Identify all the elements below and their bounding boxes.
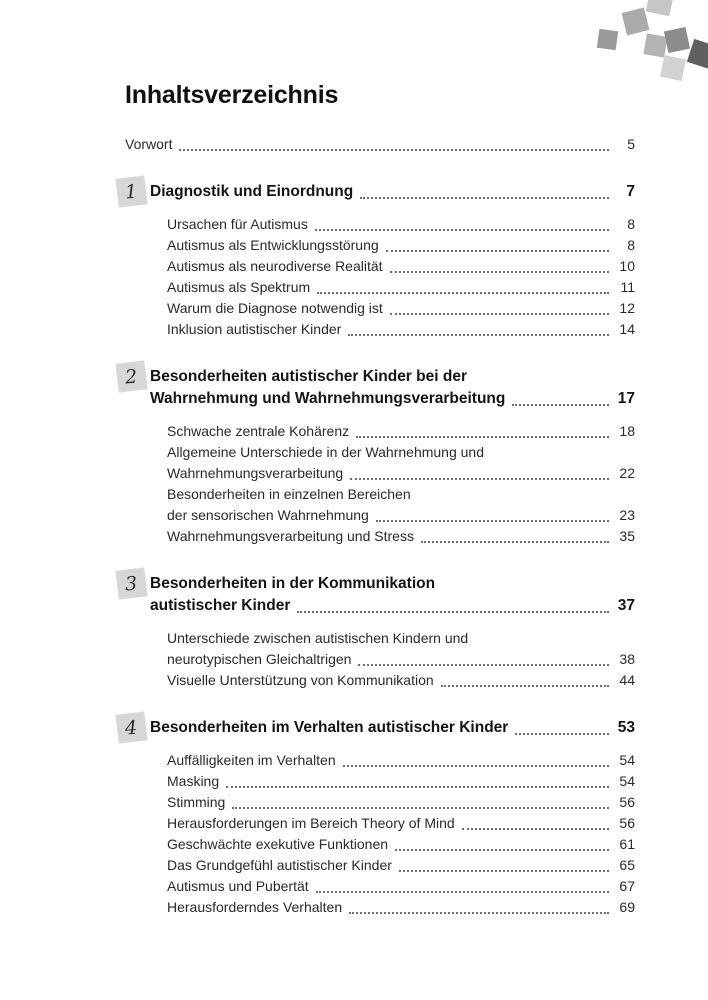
toc-content <box>125 0 635 918</box>
dotted-leader <box>360 197 609 199</box>
toc-entry-title: Autismus als neurodiverse Realität <box>167 258 383 274</box>
dotted-leader <box>232 807 609 809</box>
dotted-leader <box>515 733 609 735</box>
toc-entry-title: Visuelle Unterstützung von Kommunikation <box>167 672 434 688</box>
toc-entry-page-number: 10 <box>619 258 635 274</box>
dotted-leader <box>349 912 609 914</box>
toc-entry-page-number: 23 <box>619 507 635 523</box>
decor-square <box>643 33 667 57</box>
toc-entry-title: Herausforderndes Verhalten <box>167 899 343 915</box>
section-page-number: 17 <box>617 390 635 407</box>
section-items <box>150 750 635 918</box>
section-page-number: 37 <box>617 597 635 614</box>
dotted-leader <box>376 520 609 522</box>
dotted-leader <box>390 313 609 315</box>
toc-entry <box>167 526 635 547</box>
toc-entry <box>167 649 635 670</box>
toc-entry-vorwort <box>125 134 635 155</box>
section-title: Wahrnehmung und Wahrnehmungsverarbeitung <box>150 390 506 407</box>
toc-entry <box>167 505 635 526</box>
toc-entry-page-number: 12 <box>619 300 635 316</box>
toc-entry <box>167 235 635 256</box>
dotted-leader <box>356 436 609 438</box>
toc-entry <box>167 876 635 897</box>
section-heading-row <box>150 717 635 739</box>
toc-entry-title: Wahrnehmungsverarbeitung <box>167 465 344 481</box>
dotted-leader <box>441 685 609 687</box>
toc-entry-title: Besonderheiten in einzelnen Bereichen <box>167 486 411 502</box>
toc-section <box>125 573 635 691</box>
section-number-badge <box>115 360 147 392</box>
dotted-leader <box>317 292 609 294</box>
toc-sections <box>125 181 635 918</box>
section-heading <box>150 366 635 410</box>
section-number-badge <box>115 175 147 207</box>
toc-entry <box>167 628 635 649</box>
toc-entry-title: Warum die Diagnose notwendig ist <box>167 300 383 316</box>
toc-entry-page-number: 44 <box>619 672 635 688</box>
decor-square <box>664 27 690 53</box>
section-heading-row <box>150 573 635 595</box>
section-items <box>150 214 635 340</box>
toc-entry-page-number: 18 <box>619 423 635 439</box>
section-heading-row <box>150 366 635 388</box>
toc-entry-page-number: 14 <box>619 321 635 337</box>
section-heading-row <box>150 388 635 410</box>
toc-entry-title: Herausforderungen im Bereich Theory of Mind <box>167 815 455 831</box>
toc-entry-page-number: 67 <box>619 878 635 894</box>
section-title: Besonderheiten in der Kommunikation <box>150 575 436 592</box>
dotted-leader <box>179 149 609 151</box>
toc-entry-page-number: 35 <box>619 528 635 544</box>
section-title: Besonderheiten im Verhalten autistischer Kinder <box>150 719 509 736</box>
toc-entry-page-number: 22 <box>619 465 635 481</box>
dotted-leader <box>386 250 609 252</box>
toc-entry-title: Masking <box>167 773 220 789</box>
section-items <box>150 628 635 691</box>
toc-entry-page-number: 11 <box>620 279 635 295</box>
toc-entry-title: Das Grundgefühl autistischer Kinder <box>167 857 392 873</box>
toc-entry-title: Autismus als Entwicklungsstörung <box>167 237 379 253</box>
toc-entry <box>167 256 635 277</box>
section-title: Diagnostik und Einordnung <box>150 183 354 200</box>
section-heading <box>150 573 635 617</box>
toc-entry <box>167 771 635 792</box>
toc-entry <box>167 750 635 771</box>
toc-entry <box>167 897 635 918</box>
toc-entry <box>167 319 635 340</box>
section-number-badge <box>115 711 147 743</box>
dotted-leader <box>358 664 609 666</box>
toc-entry-page-number: 69 <box>619 899 635 915</box>
toc-entry-title: Unterschiede zwischen autistischen Kindern und <box>167 630 469 646</box>
toc-entry-page-number: 65 <box>619 857 635 873</box>
toc-entry <box>167 463 635 484</box>
toc-entry-page-number: 54 <box>619 773 635 789</box>
toc-entry <box>167 855 635 876</box>
toc-entry-title: Schwache zentrale Kohärenz <box>167 423 350 439</box>
dotted-leader <box>226 786 609 788</box>
dotted-leader <box>395 849 609 851</box>
toc-entry <box>167 214 635 235</box>
toc-entry <box>167 484 635 505</box>
dotted-leader <box>350 478 609 480</box>
toc-entry-title: Vorwort <box>125 136 173 152</box>
toc-entry <box>167 792 635 813</box>
section-page-number: 53 <box>617 719 635 736</box>
toc-entry <box>167 277 635 298</box>
toc-entry-title: Inklusion autistischer Kinder <box>167 321 342 337</box>
dotted-leader <box>462 828 609 830</box>
toc-entry-title: Wahrnehmungsverarbeitung und Stress <box>167 528 414 544</box>
section-page-number: 7 <box>626 183 635 200</box>
toc-entry <box>167 834 635 855</box>
section-number-badge <box>115 567 147 599</box>
page-title: Inhaltsverzeichnis <box>125 81 339 109</box>
toc-entry-title: Autismus und Pubertät <box>167 878 309 894</box>
toc-entry <box>167 442 635 463</box>
toc-entry-title: der sensorischen Wahrnehmung <box>167 507 369 523</box>
decor-square <box>660 55 686 81</box>
dotted-leader <box>421 541 609 543</box>
toc-entry-page-number: 56 <box>619 815 635 831</box>
toc-entry-page-number: 8 <box>627 216 635 232</box>
toc-entry <box>167 421 635 442</box>
decor-square <box>687 39 708 69</box>
section-items <box>150 421 635 547</box>
section-heading <box>150 181 635 203</box>
toc-entry-title: Autismus als Spektrum <box>167 279 311 295</box>
section-title: autistischer Kinder <box>150 597 291 614</box>
toc-entry <box>167 298 635 319</box>
toc-entry-title: Stimming <box>167 794 226 810</box>
section-number: 2 <box>124 365 139 388</box>
toc-entry <box>167 670 635 691</box>
toc-entry-title: Auffälligkeiten im Verhalten <box>167 752 336 768</box>
toc-entry <box>167 813 635 834</box>
toc-entry-title: neurotypischen Gleichaltrigen <box>167 651 352 667</box>
dotted-leader <box>348 334 609 336</box>
toc-entry-page-number: 61 <box>619 836 635 852</box>
toc-entry-title: Allgemeine Unterschiede in der Wahrnehmung und <box>167 444 484 460</box>
decor-square <box>646 0 674 16</box>
dotted-leader <box>297 611 609 613</box>
toc-entry-page-number: 56 <box>619 794 635 810</box>
section-heading-row <box>150 181 635 203</box>
toc-section <box>125 181 635 340</box>
section-number: 3 <box>124 572 139 595</box>
section-title: Besonderheiten autistischer Kinder bei der <box>150 368 467 385</box>
section-heading-row <box>150 595 635 617</box>
toc-entry-page-number: 54 <box>619 752 635 768</box>
toc-entry-page-number: 38 <box>619 651 635 667</box>
toc-entry-page-number: 8 <box>627 237 635 253</box>
toc-section <box>125 717 635 918</box>
section-number: 1 <box>124 180 139 203</box>
toc-section <box>125 366 635 547</box>
dotted-leader <box>316 891 609 893</box>
dotted-leader <box>343 765 609 767</box>
dotted-leader <box>315 229 609 231</box>
section-number: 4 <box>124 716 139 739</box>
toc-entry-title: Geschwächte exekutive Funktionen <box>167 836 389 852</box>
section-heading <box>150 717 635 739</box>
toc-entry-page-number: 5 <box>627 136 635 152</box>
dotted-leader <box>399 870 609 872</box>
dotted-leader <box>390 271 609 273</box>
dotted-leader <box>512 404 609 406</box>
toc-entry-title: Ursachen für Autismus <box>167 216 308 232</box>
